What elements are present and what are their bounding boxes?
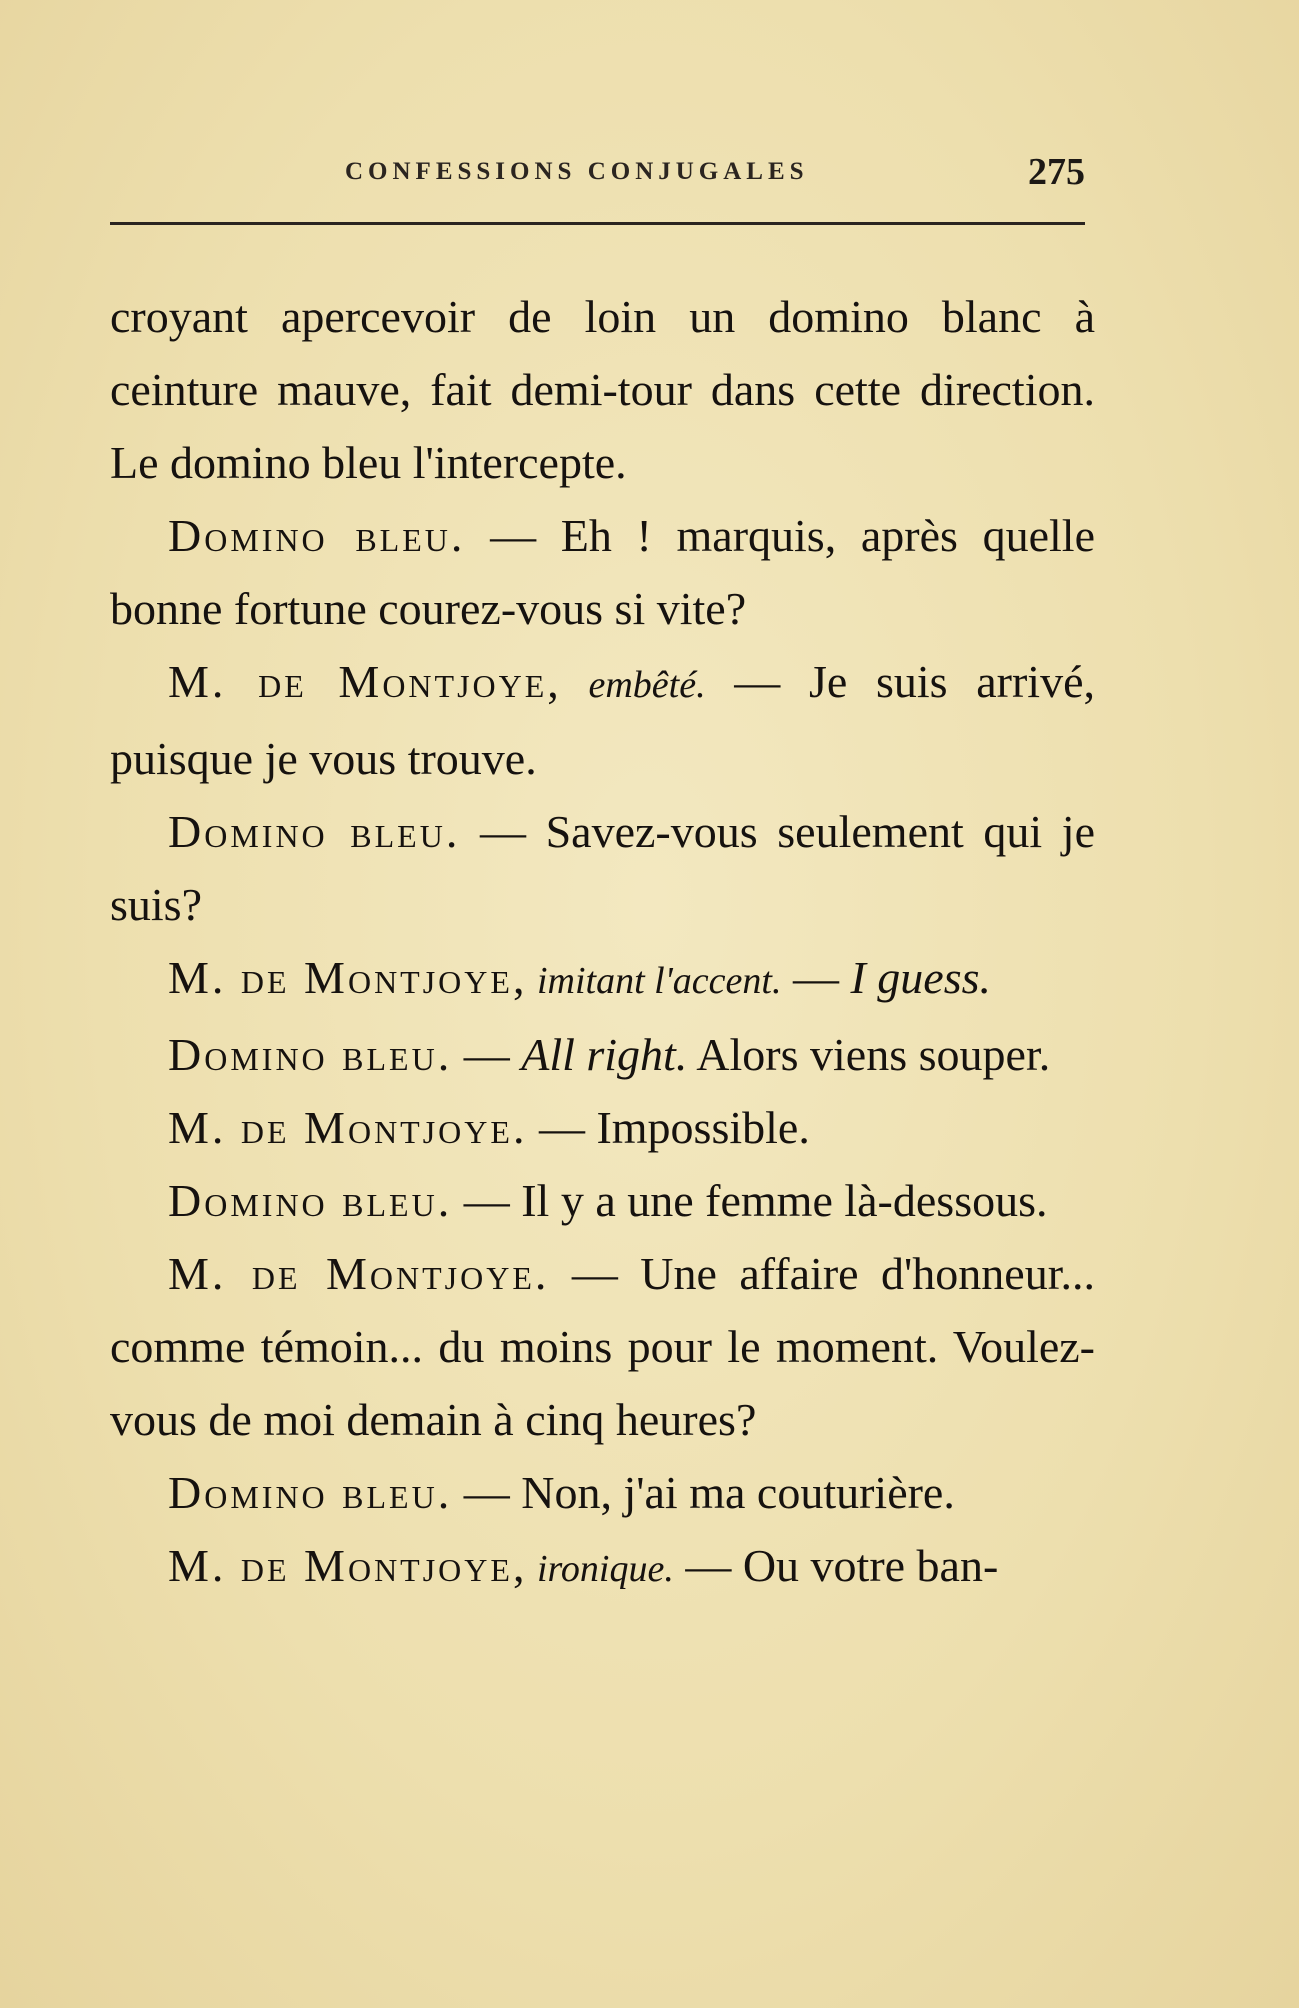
dialogue-text: Eh ! marquis, après quelle bonne fortune courez-vous si vite? [110, 510, 1096, 634]
dialogue-text: Savez-vous seulement qui je suis? [110, 806, 1095, 930]
dialogue-text: Impossible. [596, 1102, 810, 1153]
dialogue-dash: — [781, 952, 851, 1003]
speaker-name: M. de Montjoye, [168, 1540, 528, 1591]
dialogue-dash: — [465, 510, 561, 561]
speaker-name: M. de Montjoye, [168, 952, 528, 1003]
dialogue-dash: — [673, 1540, 743, 1591]
dialogue-line [110, 1529, 1095, 1606]
speaker-name: Domino bleu. [168, 1467, 453, 1518]
dialogue-line [110, 1091, 1095, 1164]
stage-direction: imitant l'accent. [527, 960, 782, 1002]
speaker-name: M. de Montjoye. [168, 1102, 528, 1153]
dialogue-text: Une affaire d'honneur... comme témoin... du moins pour le moment. Voulez-vous de moi demain à cinq heures? [110, 1248, 1095, 1445]
dialogue-text: Il y a une femme là-dessous. [521, 1175, 1048, 1226]
dialogue-line [110, 1018, 1095, 1091]
speaker-name: M. de Montjoye, [168, 656, 562, 707]
stage-direction: embêté. [561, 664, 706, 706]
dialogue-line [110, 1164, 1095, 1237]
dialogue-text-italic: All right. [521, 1029, 688, 1080]
dialogue-dash: — [549, 1248, 641, 1299]
dialogue-text: Je suis arrivé, puisque je vous trouve. [110, 656, 1096, 784]
dialogue-line [110, 1456, 1095, 1529]
dialogue-line [110, 941, 1095, 1018]
dialogue-line [110, 795, 1095, 941]
dialogue-dash: — [460, 806, 546, 857]
dialogue-dash: — [452, 1029, 522, 1080]
stage-direction: ironique. [527, 1548, 674, 1590]
dialogue-text: Non, j'ai ma couturière. [521, 1467, 955, 1518]
speaker-name: Domino bleu. [168, 806, 461, 857]
dialogue-text: Alors viens souper. [687, 1029, 1051, 1080]
dialogue-text: Ou votre ban- [742, 1540, 999, 1591]
speaker-name: Domino bleu. [168, 510, 466, 561]
speaker-name: M. de Montjoye. [168, 1248, 550, 1299]
running-head: CONFESSIONS CONJUGALES [345, 158, 809, 185]
dialogue-dash: — [452, 1175, 522, 1226]
dialogue-dash: — [527, 1102, 597, 1153]
speaker-name: Domino bleu. [168, 1175, 453, 1226]
paragraph [110, 280, 1095, 499]
dialogue-line [110, 1237, 1095, 1456]
dialogue-line [110, 645, 1095, 795]
dialogue-text-italic: I guess. [850, 952, 992, 1003]
dialogue-line [110, 499, 1095, 645]
speaker-name: Domino bleu. [168, 1029, 453, 1080]
dialogue-dash: — [452, 1467, 522, 1518]
paragraph-text: croyant apercevoir de loin un domino blanc à ceinture mauve, fait demi-tour dans cette direction. Le domino bleu l'intercepte. [110, 291, 1095, 488]
body-text [110, 280, 1095, 1606]
header-rule [110, 222, 1085, 225]
page-header [110, 150, 1085, 210]
page-number: 275 [1028, 151, 1085, 193]
dialogue-dash: — [705, 656, 809, 707]
